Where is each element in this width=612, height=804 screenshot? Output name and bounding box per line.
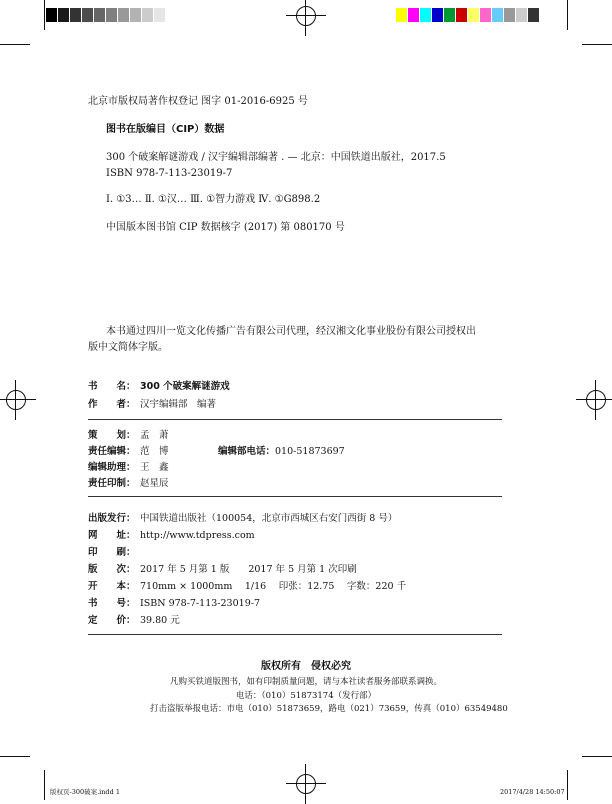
piracy-report: 打击盗版举报电话：市电（010）51873659，路电（021）73659，传真（010）63549480 xyxy=(150,704,508,714)
registration-mark-left xyxy=(2,386,30,414)
grayscale-bar xyxy=(46,8,166,22)
isbn-label: 书 号： xyxy=(88,598,136,609)
publisher-label: 出版发行： xyxy=(88,513,136,524)
slug-file: 版权页-300破案.indd 1 xyxy=(50,788,120,796)
price: 39.80 元 xyxy=(140,615,180,626)
quality-notice: 凡购买铁道版图书，如有印制质量问题，请与本社读者服务部联系调换。 xyxy=(169,677,442,687)
crop-mark xyxy=(567,0,568,30)
color-swatch xyxy=(528,8,540,22)
book-title-label: 书 名： xyxy=(88,381,136,392)
print-row xyxy=(88,477,169,490)
agency-note: 本书通过四川一览文化传播广告有限公司代理，经汉湘文化事业股份有限公司授权出 xyxy=(106,326,476,337)
publisher-row xyxy=(88,512,397,525)
color-bar xyxy=(396,8,540,22)
color-swatch xyxy=(456,8,468,22)
planning: 孟 萧 xyxy=(140,430,169,441)
price-label: 定 价： xyxy=(88,615,136,626)
price-row xyxy=(88,614,180,627)
gray-swatch xyxy=(82,8,94,22)
crop-mark xyxy=(44,770,45,800)
registration-mark-top xyxy=(292,2,320,30)
color-swatch xyxy=(444,8,456,22)
author-row xyxy=(88,398,216,411)
print-label: 责任印制： xyxy=(88,478,136,489)
cip-line-3: Ⅰ. ①3… Ⅱ. ①汉… Ⅲ. ①智力游戏 Ⅳ. ①G898.2 xyxy=(106,194,321,205)
website-label: 网 址： xyxy=(88,530,136,541)
planning-label: 策 划： xyxy=(88,430,136,441)
crop-mark xyxy=(44,0,45,30)
color-swatch xyxy=(516,8,528,22)
crop-mark xyxy=(0,756,30,757)
website-row xyxy=(88,529,255,542)
slug-timestamp: 2017/4/28 14:50:07 xyxy=(500,788,565,796)
phone-label: 编辑部电话： xyxy=(218,446,276,457)
author-label: 作 者： xyxy=(88,399,136,410)
cip-line-2: ISBN 978-7-113-23019-7 xyxy=(106,168,233,179)
registration-mark-bottom xyxy=(292,770,320,798)
gray-swatch xyxy=(46,8,58,22)
color-swatch xyxy=(420,8,432,22)
website: http://www.tdpress.com xyxy=(140,530,255,541)
assistant-label: 编辑助理： xyxy=(88,462,136,473)
gray-swatch xyxy=(154,8,166,22)
print-manager: 赵星辰 xyxy=(140,478,169,489)
format: 710mm × 1000mm 1/16 印张：12.75 字数：220 千 xyxy=(140,581,407,592)
edition: 2017 年 5 月第 1 版 2017 年 5 月第 1 次印刷 xyxy=(140,564,357,575)
gray-swatch xyxy=(118,8,130,22)
cip-heading: 图书在版编目（CIP）数据 xyxy=(106,124,225,135)
gray-swatch xyxy=(94,8,106,22)
book-title: 300 个破案解谜游戏 xyxy=(140,381,230,392)
color-swatch xyxy=(396,8,408,22)
color-swatch xyxy=(492,8,504,22)
color-swatch xyxy=(480,8,492,22)
divider xyxy=(88,634,502,635)
copyright-registration: 北京市版权局著作权登记 图字 01-2016-6925 号 xyxy=(88,96,308,107)
divider xyxy=(88,419,502,420)
publisher: 中国铁道出版社（100054，北京市西城区右安门西街 8 号） xyxy=(140,513,398,524)
gray-swatch xyxy=(142,8,154,22)
color-swatch xyxy=(408,8,420,22)
edition-row xyxy=(88,563,357,576)
divider xyxy=(88,496,502,497)
crop-mark xyxy=(582,44,612,45)
color-swatch xyxy=(432,8,444,22)
assistant: 王 鑫 xyxy=(140,462,169,473)
planning-row xyxy=(88,429,169,442)
gray-swatch xyxy=(70,8,82,22)
color-swatch xyxy=(504,8,516,22)
printer-label: 印 刷： xyxy=(88,547,136,558)
rights-reserved: 版权所有 侵权必究 xyxy=(261,661,351,672)
crop-mark xyxy=(567,770,568,800)
registration-mark-right xyxy=(582,386,610,414)
assistant-row xyxy=(88,461,169,474)
agency-note: 版中文简体字版。 xyxy=(88,342,168,353)
editor-row xyxy=(88,445,345,458)
author: 汉宇编辑部 编著 xyxy=(140,399,217,410)
gray-swatch xyxy=(106,8,118,22)
editor: 范 博 xyxy=(140,446,169,457)
phone: 010-51873697 xyxy=(275,446,345,457)
crop-mark xyxy=(582,756,612,757)
editor-label: 责任编辑： xyxy=(88,446,136,457)
book-title-row xyxy=(88,380,230,393)
edition-label: 版 次： xyxy=(88,564,136,575)
printer-row xyxy=(88,546,140,559)
isbn: ISBN 978-7-113-23019-7 xyxy=(140,598,260,609)
gray-swatch xyxy=(58,8,70,22)
cip-line-1: 300 个破案解谜游戏 / 汉宇编辑部编著 . — 北京：中国铁道出版社，2017.5 xyxy=(106,152,446,163)
isbn-row xyxy=(88,597,260,610)
gray-swatch xyxy=(130,8,142,22)
crop-mark xyxy=(0,44,30,45)
sales-phone: 电话：（010）51873174（发行部） xyxy=(235,691,377,701)
format-label: 开 本： xyxy=(88,581,136,592)
cip-line-4: 中国版本图书馆 CIP 数据核字 (2017) 第 080170 号 xyxy=(106,222,345,233)
format-row xyxy=(88,580,406,593)
color-swatch xyxy=(468,8,480,22)
